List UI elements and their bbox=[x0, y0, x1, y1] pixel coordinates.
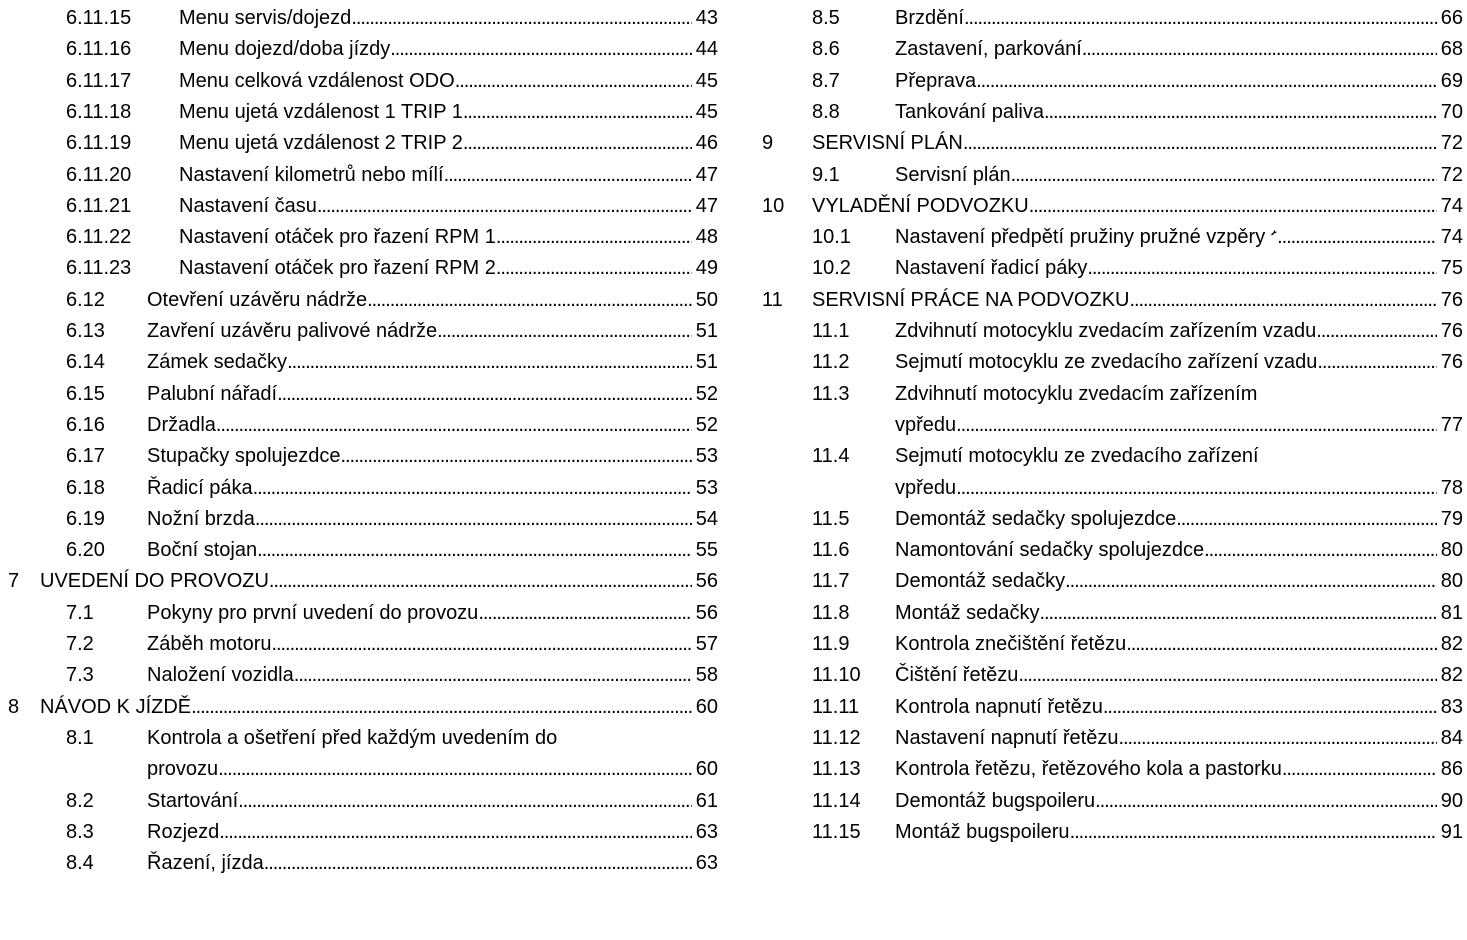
toc-entry-page: 52 bbox=[695, 382, 718, 405]
toc-entry-title: Sejmutí motocyklu ze zvedacího zařízení vzadu bbox=[895, 351, 1318, 374]
dot-leader bbox=[1044, 97, 1437, 128]
toc-entry-title: Nastavení otáček pro řazení RPM 2 bbox=[179, 257, 496, 280]
toc-entry[interactable] bbox=[179, 3, 718, 34]
dot-leader bbox=[437, 316, 692, 347]
dot-leader bbox=[1070, 817, 1437, 848]
toc-entry-title: Kontrola napnutí řetězu bbox=[895, 695, 1103, 718]
toc-entry-title: Rozjezd bbox=[147, 820, 220, 843]
toc-entry-page: 83 bbox=[1440, 695, 1463, 718]
toc-entry[interactable] bbox=[895, 598, 1463, 629]
toc-entry[interactable] bbox=[179, 191, 718, 222]
dot-leader bbox=[976, 66, 1437, 97]
toc-entry-number: 11.13 bbox=[812, 758, 861, 781]
toc-entry-number: 8 bbox=[8, 695, 20, 718]
toc-entry[interactable] bbox=[40, 566, 718, 597]
dot-leader bbox=[1040, 598, 1437, 629]
toc-entry[interactable] bbox=[812, 285, 1463, 316]
toc-entry-number: 7.2 bbox=[66, 633, 94, 655]
dot-leader bbox=[351, 3, 691, 34]
toc-entry[interactable] bbox=[812, 191, 1463, 222]
toc-entry-page: 90 bbox=[1440, 789, 1463, 812]
dot-leader bbox=[1316, 316, 1436, 347]
toc-entry-title: Držadla bbox=[147, 413, 216, 436]
dot-leader bbox=[317, 191, 692, 222]
toc-entry[interactable] bbox=[895, 410, 1463, 441]
toc-entry-number: 11.8 bbox=[812, 601, 850, 624]
toc-entry-page: 49 bbox=[695, 257, 718, 280]
dot-leader bbox=[367, 285, 692, 316]
toc-entry-number: 6.20 bbox=[66, 539, 105, 562]
toc-entry-title: SERVISNÍ PLÁN bbox=[812, 132, 963, 155]
toc-entry[interactable] bbox=[147, 285, 718, 316]
toc-entry[interactable] bbox=[895, 660, 1463, 691]
toc-entry-number: 10.1 bbox=[812, 226, 851, 249]
toc-entry-page: 72 bbox=[1440, 163, 1463, 186]
dot-leader bbox=[253, 473, 692, 504]
dot-leader bbox=[1018, 660, 1436, 691]
toc-entry-number: 6.11.15 bbox=[66, 7, 132, 29]
dot-leader bbox=[956, 410, 1437, 441]
dot-leader bbox=[390, 34, 692, 65]
dot-leader bbox=[257, 535, 692, 566]
toc-entry[interactable] bbox=[895, 535, 1463, 566]
toc-entry-page: 91 bbox=[1440, 820, 1463, 843]
toc-entry[interactable] bbox=[147, 817, 718, 848]
toc-entry-title: Sejmutí motocyklu ze zvedacího zařízení bbox=[895, 445, 1259, 468]
toc-entry-number: 6.11.22 bbox=[66, 226, 132, 249]
dot-leader bbox=[218, 754, 692, 785]
toc-entry-title: Menu ujetá vzdálenost 2 TRIP 2 bbox=[179, 132, 463, 155]
dot-leader bbox=[1176, 504, 1436, 535]
toc-entry-number: 8.2 bbox=[66, 789, 94, 812]
toc-entry-title: Nastavení kilometrů nebo mílí bbox=[179, 163, 444, 186]
toc-entry[interactable] bbox=[179, 66, 718, 97]
dot-leader bbox=[1118, 723, 1436, 754]
toc-entry-page: 74 bbox=[1440, 226, 1463, 249]
toc-entry[interactable] bbox=[895, 34, 1463, 65]
toc-entry-title: Zdvihnutí motocyklu zvedacím zařízením bbox=[895, 382, 1258, 405]
toc-entry-title: NÁVOD K JÍZDĚ bbox=[40, 695, 192, 718]
toc-entry-page: 51 bbox=[695, 351, 718, 374]
toc-entry-title: Demontáž sedačky bbox=[895, 570, 1066, 593]
toc-entry[interactable] bbox=[895, 316, 1463, 347]
toc-entry[interactable] bbox=[147, 473, 718, 504]
toc-entry-page: 76 bbox=[1440, 320, 1463, 342]
toc-entry-number: 11.9 bbox=[812, 633, 850, 655]
toc-entry-title: UVEDENÍ DO PROVOZU bbox=[40, 570, 269, 593]
toc-entry-number: 10 bbox=[762, 194, 785, 217]
dot-leader bbox=[264, 848, 692, 879]
dot-leader bbox=[964, 3, 1437, 34]
dot-leader bbox=[1103, 692, 1437, 723]
toc-entry[interactable] bbox=[895, 222, 1463, 253]
toc-entry-number: 7.1 bbox=[66, 601, 94, 624]
toc-entry-page: 44 bbox=[695, 38, 718, 61]
toc-entry[interactable] bbox=[179, 97, 718, 128]
toc-entry[interactable] bbox=[895, 97, 1463, 128]
toc-entry-number: 8.1 bbox=[66, 726, 94, 749]
toc-entry[interactable] bbox=[895, 347, 1463, 378]
toc-entry-page: 50 bbox=[695, 288, 718, 311]
dot-leader bbox=[1126, 629, 1437, 660]
toc-entry-page: 53 bbox=[695, 445, 718, 468]
toc-entry-title: Zastavení, parkování bbox=[895, 38, 1082, 61]
toc-entry-title: Zámek sedačky bbox=[147, 351, 288, 374]
toc-entry-title: Stupačky spolujezdce bbox=[147, 445, 341, 468]
dot-leader bbox=[1082, 34, 1437, 65]
toc-entry-page: 53 bbox=[695, 476, 718, 499]
dot-leader bbox=[191, 692, 692, 723]
dot-leader bbox=[444, 160, 692, 191]
dot-leader bbox=[219, 817, 691, 848]
toc-entry-number: 6.12 bbox=[66, 288, 105, 311]
toc-entry-title-continued: vpředu bbox=[895, 476, 957, 499]
toc-entry-page: 57 bbox=[695, 633, 718, 655]
toc-entry-number: 11.10 bbox=[812, 664, 861, 687]
toc-entry[interactable] bbox=[147, 535, 718, 566]
toc-entry-number: 11.3 bbox=[812, 382, 850, 405]
toc-entry-title: Přeprava bbox=[895, 69, 977, 92]
toc-entry-number: 11.12 bbox=[812, 726, 861, 749]
toc-entry-page: 80 bbox=[1440, 570, 1463, 593]
toc-entry-number: 8.3 bbox=[66, 820, 94, 843]
toc-entry-number: 8.4 bbox=[66, 852, 94, 875]
toc-entry-page: 81 bbox=[1440, 601, 1463, 624]
toc-entry-page: 60 bbox=[695, 695, 718, 718]
dot-leader bbox=[1282, 754, 1437, 785]
toc-entry[interactable] bbox=[895, 754, 1463, 785]
toc-entry-number: 8.6 bbox=[812, 38, 840, 61]
toc-entry[interactable] bbox=[895, 473, 1463, 504]
toc-entry-number: 6.11.20 bbox=[66, 163, 132, 186]
toc-entry-page: 66 bbox=[1440, 7, 1463, 29]
toc-entry-number: 11.11 bbox=[812, 695, 860, 718]
toc-entry-number: 6.11.23 bbox=[66, 257, 132, 280]
toc-entry-title: Kontrola a ošetření před každým uvedením do bbox=[147, 726, 558, 749]
toc-entry-page: 72 bbox=[1440, 132, 1463, 155]
toc-entry-number: 6.17 bbox=[66, 445, 105, 468]
toc-entry-page: 77 bbox=[1440, 413, 1463, 436]
toc-entry[interactable] bbox=[147, 598, 718, 629]
toc-entry[interactable] bbox=[179, 222, 718, 253]
dot-leader bbox=[496, 222, 692, 253]
toc-entry-title: Nastavení napnutí řetězu bbox=[895, 726, 1119, 749]
toc-entry[interactable] bbox=[179, 160, 718, 191]
dot-leader bbox=[496, 253, 692, 284]
dot-leader bbox=[1277, 222, 1437, 253]
toc-entry-title: VYLADĚNÍ PODVOZKU bbox=[812, 194, 1029, 217]
toc-entry-page: 60 bbox=[695, 758, 718, 781]
toc-entry-number: 6.11.19 bbox=[66, 132, 132, 155]
toc-entry[interactable] bbox=[147, 347, 718, 378]
toc-entry-number: 6.18 bbox=[66, 476, 105, 499]
toc-entry-number: 11.6 bbox=[812, 539, 850, 562]
dot-leader bbox=[1029, 191, 1437, 222]
toc-entry[interactable] bbox=[147, 379, 718, 410]
dot-leader bbox=[1130, 285, 1437, 316]
toc-entry-page: 80 bbox=[1440, 539, 1463, 562]
toc-entry-number: 11.15 bbox=[812, 820, 861, 843]
toc-entry[interactable] bbox=[895, 253, 1463, 284]
toc-entry-title: Zdvihnutí motocyklu zvedacím zařízením vzadu bbox=[895, 320, 1317, 342]
toc-entry[interactable] bbox=[147, 441, 718, 472]
toc-entry[interactable] bbox=[40, 692, 718, 723]
toc-entry-page: 45 bbox=[695, 69, 718, 92]
toc-entry[interactable] bbox=[895, 723, 1463, 754]
toc-entry-page: 43 bbox=[695, 7, 718, 29]
toc-entry[interactable] bbox=[812, 128, 1463, 159]
toc-entry-title: Řazení, jízda bbox=[147, 852, 264, 875]
toc-entry[interactable] bbox=[895, 3, 1463, 34]
toc-entry-page: 58 bbox=[695, 664, 718, 687]
dot-leader bbox=[956, 473, 1437, 504]
toc-entry-title: Namontování sedačky spolujezdce bbox=[895, 539, 1205, 562]
toc-entry-number: 6.15 bbox=[66, 382, 105, 405]
toc-entry-title: Menu ujetá vzdálenost 1 TRIP 1 bbox=[179, 100, 463, 123]
dot-leader bbox=[277, 379, 692, 410]
toc-entry-title: Nožní brzda bbox=[147, 507, 255, 530]
toc-entry-page: 76 bbox=[1440, 288, 1463, 311]
toc-entry-title: Kontrola řetězu, řetězového kola a pastorku bbox=[895, 758, 1282, 781]
toc-entry-title: Brzdění bbox=[895, 7, 964, 29]
dot-leader bbox=[340, 441, 691, 472]
toc-entry[interactable] bbox=[147, 410, 718, 441]
toc-entry-title: Montáž bugspoileru bbox=[895, 820, 1070, 843]
toc-entry-page: 74 bbox=[1440, 194, 1463, 217]
toc-entry-page: 82 bbox=[1440, 664, 1463, 687]
dot-leader bbox=[272, 629, 692, 660]
toc-entry-title: Demontáž bugspoileru bbox=[895, 789, 1096, 812]
toc-entry[interactable] bbox=[895, 160, 1463, 191]
toc-entry-title: Boční stojan bbox=[147, 539, 258, 562]
toc-entry-number: 11.2 bbox=[812, 351, 850, 374]
toc-entry-page: 69 bbox=[1440, 69, 1463, 92]
toc-entry-title: Nastavení řadicí páky bbox=[895, 257, 1088, 280]
toc-entry-number: 6.11.16 bbox=[66, 38, 132, 61]
dot-leader bbox=[463, 97, 692, 128]
toc-entry-page: 51 bbox=[695, 320, 718, 342]
toc-entry-title: Otevření uzávěru nádrže bbox=[147, 288, 368, 311]
toc-entry-number: 9.1 bbox=[812, 163, 840, 186]
toc-entry-number: 9 bbox=[762, 132, 774, 155]
toc-entry[interactable] bbox=[147, 660, 718, 691]
toc-entry[interactable] bbox=[179, 253, 718, 284]
dot-leader bbox=[269, 566, 692, 597]
toc-entry-title: Tankování paliva bbox=[895, 100, 1044, 123]
toc-entry-page: 63 bbox=[695, 820, 718, 843]
toc-entry-page: 70 bbox=[1440, 100, 1463, 123]
toc-entry-page: 55 bbox=[695, 539, 718, 562]
dot-leader bbox=[455, 66, 692, 97]
dot-leader bbox=[1065, 566, 1437, 597]
toc-entry[interactable] bbox=[147, 754, 718, 785]
toc-entry-title: Čištění řetězu bbox=[895, 664, 1019, 687]
dot-leader bbox=[294, 660, 692, 691]
dot-leader bbox=[1095, 786, 1437, 817]
toc-entry-title: Menu dojezd/doba jízdy bbox=[179, 38, 391, 61]
toc-entry-page: 68 bbox=[1440, 38, 1463, 61]
toc-entry[interactable] bbox=[147, 848, 718, 879]
toc-entry[interactable] bbox=[895, 786, 1463, 817]
toc-entry-number: 11.4 bbox=[812, 445, 850, 468]
toc-entry-title: Nastavení předpětí pružiny pružné vzpěry bbox=[895, 226, 1266, 249]
toc-entry[interactable] bbox=[895, 692, 1463, 723]
toc-entry-number: 7.3 bbox=[66, 664, 94, 687]
toc-entry-page: 78 bbox=[1440, 476, 1463, 499]
toc-entry[interactable] bbox=[895, 504, 1463, 535]
toc-entry-number: 6.11.21 bbox=[66, 194, 132, 217]
toc-entry-number: 6.19 bbox=[66, 507, 105, 530]
toc-entry-title: Naložení vozidla bbox=[147, 664, 294, 687]
dot-leader bbox=[478, 598, 691, 629]
dot-leader bbox=[463, 128, 692, 159]
toc-entry-number: 11.7 bbox=[812, 570, 850, 593]
toc-entry-number: 8.7 bbox=[812, 69, 840, 92]
toc-entry-number: 8.5 bbox=[812, 7, 840, 29]
toc-entry[interactable] bbox=[895, 629, 1463, 660]
toc-entry-page: 63 bbox=[695, 852, 718, 875]
toc-entry-page: 48 bbox=[695, 226, 718, 249]
toc-entry-page: 82 bbox=[1440, 633, 1463, 655]
toc-entry-page: 47 bbox=[695, 163, 718, 186]
toc-entry-title: Montáž sedačky bbox=[895, 601, 1040, 624]
dot-leader bbox=[1317, 347, 1436, 378]
toc-entry-page: 86 bbox=[1440, 758, 1463, 781]
toc-entry-title: Startování bbox=[147, 789, 239, 812]
toc-entry-title: Řadicí páka bbox=[147, 476, 253, 499]
toc-entry-title: Zavření uzávěru palivové nádrže bbox=[147, 320, 438, 342]
toc-entry-page: 54 bbox=[695, 507, 718, 530]
toc-entry-number: 11 bbox=[762, 288, 783, 311]
toc-entry-number: 8.8 bbox=[812, 100, 840, 123]
toc-entry[interactable] bbox=[179, 34, 718, 65]
dot-leader bbox=[963, 128, 1437, 159]
toc-entry[interactable] bbox=[147, 629, 718, 660]
toc-entry-number: 6.14 bbox=[66, 351, 105, 374]
toc-entry-page: 45 bbox=[695, 100, 718, 123]
toc-entry-title: Demontáž sedačky spolujezdce bbox=[895, 507, 1177, 530]
toc-entry-title: Palubní nářadí bbox=[147, 382, 278, 405]
toc-entry-number: 11.5 bbox=[812, 507, 850, 530]
toc-entry-page: 76 bbox=[1440, 351, 1463, 374]
toc-entry-title: Menu celková vzdálenost ODO bbox=[179, 69, 455, 92]
toc-entry[interactable] bbox=[895, 66, 1463, 97]
toc-entry-title: Pokyny pro první uvedení do provozu bbox=[147, 601, 479, 624]
toc-entry-title-continued: vpředu bbox=[895, 413, 957, 436]
dot-leader bbox=[255, 504, 692, 535]
dot-leader bbox=[1204, 535, 1437, 566]
toc-entry-page: 56 bbox=[695, 601, 718, 624]
toc-entry-page: 46 bbox=[695, 132, 718, 155]
toc-entry-page: 52 bbox=[695, 413, 718, 436]
toc-entry-page: 84 bbox=[1440, 726, 1463, 749]
toc-entry-title-continued: provozu bbox=[147, 758, 219, 781]
toc-entry-number: 11.14 bbox=[812, 789, 861, 812]
toc-entry-title: Servisní plán bbox=[895, 163, 1011, 186]
toc-entry-title: SERVISNÍ PRÁCE NA PODVOZKU bbox=[812, 288, 1130, 311]
toc-entry-page: 75 bbox=[1440, 257, 1463, 280]
toc-entry[interactable] bbox=[147, 504, 718, 535]
toc-entry-number: 6.16 bbox=[66, 413, 105, 436]
dot-leader bbox=[1087, 253, 1436, 284]
toc-entry-number: 10.2 bbox=[812, 257, 851, 280]
toc-entry-number: 6.13 bbox=[66, 320, 105, 342]
toc-entry-title: Nastavení času bbox=[179, 194, 317, 217]
toc-entry-page: 61 bbox=[695, 789, 718, 812]
toc-entry[interactable] bbox=[179, 128, 718, 159]
dot-leader bbox=[1011, 160, 1437, 191]
toc-entry-number: 6.11.17 bbox=[66, 69, 132, 92]
toc-entry-page: 47 bbox=[695, 194, 718, 217]
toc-entry[interactable] bbox=[895, 817, 1463, 848]
toc-entry-title: Kontrola znečištění řetězu bbox=[895, 633, 1127, 655]
toc-entry-number: 6.11.18 bbox=[66, 100, 132, 123]
toc-entry-title: Záběh motoru bbox=[147, 633, 272, 655]
toc-entry[interactable] bbox=[895, 566, 1463, 597]
toc-entry[interactable] bbox=[147, 316, 718, 347]
toc-entry-number: 7 bbox=[8, 570, 20, 593]
toc-entry-title: Nastavení otáček pro řazení RPM 1 bbox=[179, 226, 496, 249]
toc-entry-title: Menu servis/dojezd bbox=[179, 7, 352, 29]
dot-leader bbox=[287, 347, 692, 378]
dot-leader bbox=[238, 786, 692, 817]
toc-entry-number: 11.1 bbox=[812, 320, 850, 342]
toc-entry[interactable] bbox=[147, 786, 718, 817]
toc-entry-page: 56 bbox=[695, 570, 718, 593]
dot-leader bbox=[216, 410, 692, 441]
toc-entry-page: 79 bbox=[1440, 507, 1463, 530]
